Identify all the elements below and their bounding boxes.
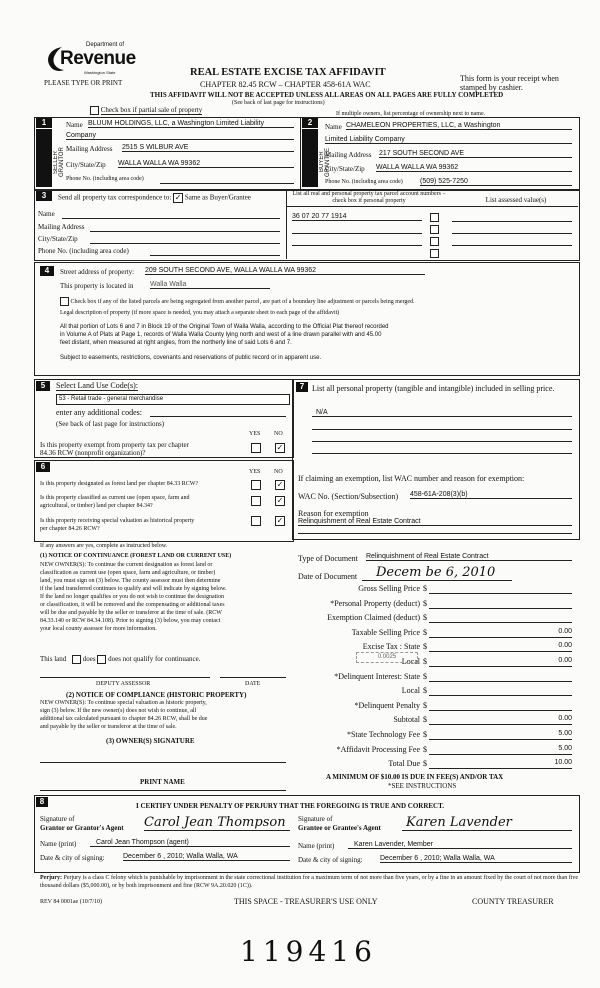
tax-row-dollar: $ [423, 700, 427, 710]
s3-city-field[interactable] [90, 243, 280, 244]
assessor-date-label: DATE [245, 681, 261, 687]
notice-2-line2: sign (3) below. If the new owner(s) does not wish to continue, all [40, 708, 197, 714]
continuance-row [40, 655, 200, 664]
tax-row-value[interactable] [429, 599, 572, 609]
buyer-vertical-band [302, 129, 318, 187]
logo-name: Revenue [60, 48, 136, 69]
seller-vertical-band [36, 129, 52, 187]
buyer-name[interactable]: CHAMELEON PROPERTIES, LLC, a Washington [346, 122, 572, 130]
s3-name-field[interactable] [62, 218, 280, 219]
partial-sale-row [90, 106, 202, 115]
buyer-phone-label: Phone No. (including area code) [325, 179, 403, 185]
tax-row [296, 730, 582, 742]
tax-row-dollar: $ [423, 759, 427, 769]
historic-q2: per chapter 84.26 RCW? [40, 526, 100, 532]
reason-label: Reason for exemption [298, 509, 369, 518]
seller-name-label: Name [66, 121, 83, 129]
notice-2-title: (2) NOTICE OF COMPLIANCE (HISTORIC PROPERTY) [66, 691, 247, 699]
parcel-header-rule [287, 206, 578, 207]
exempt-yes-checkbox[interactable] [251, 443, 261, 453]
historic-q1: Is this property receiving special valuation as historical property [40, 518, 195, 524]
perjury-text: Perjury is a class C felony which is punishable by imprisonment in the state correctional institution for a maximum term of not more than five years, or by a fine in an amount fixed by the court of not more than five thousand dollars ($5,000.00), or by both imprisonment and fine (RCW 9A.20.020 (1C)). [40, 875, 579, 889]
tax-row-dollar: $ [423, 715, 427, 725]
tax-row [296, 613, 582, 625]
doc-date-value[interactable]: Decem be 6, 2010 [362, 565, 512, 581]
section-3-number: 3 [36, 191, 52, 201]
additional-codes-label: enter any additional codes: [56, 408, 142, 417]
tax-row [296, 759, 582, 771]
land-use-select[interactable]: 53 - Retail trade - general merchandise [56, 394, 290, 405]
does-checkbox[interactable] [72, 655, 81, 664]
tax-row [296, 715, 582, 727]
grantor-sig-label1: Signature of [40, 815, 75, 823]
seller-mailing-label: Mailing Address [66, 145, 113, 153]
grantee-date-label: Date & city of signing: [298, 856, 363, 864]
buyer-phone[interactable]: (509) 525-7250 [420, 178, 572, 186]
buyer-mailing-label: Mailing Address [325, 151, 372, 159]
perjury-bold: Perjury: [40, 875, 62, 881]
tax-row-value[interactable]: 0.00 [429, 715, 572, 725]
minimum-due: A MINIMUM OF $10.00 IS DUE IN FEE(S) AND/OR TAX [326, 773, 504, 781]
tax-row-dollar: $ [423, 671, 427, 681]
grantee-sig-label2: Grantee or Grantee's Agent [298, 824, 381, 832]
section-8-number: 8 [36, 797, 48, 807]
grantor-sig-label2: Grantor or Grantor's Agent [40, 824, 124, 832]
tax-row-label: *Delinquent Penalty [354, 700, 420, 710]
logo-dept: Department of [86, 42, 125, 48]
grantee-sig-label1: Signature of [298, 815, 333, 823]
located-county[interactable]: Walla Walla [150, 281, 270, 289]
legal-line-3[interactable]: feet distant, when measured at right angles, from the northerly line of said Lots 6 and 7. [60, 340, 292, 346]
grantor-name[interactable]: Carol Jean Thompson (agent) [90, 839, 290, 847]
tax-row-value[interactable]: 0.00 [429, 628, 572, 638]
tax-row-label: Local [401, 686, 420, 696]
dor-logo [44, 40, 134, 78]
doc-date-label: Date of Document [298, 572, 358, 581]
buyer-city[interactable]: WALLA WALLA WA 99362 [376, 164, 572, 172]
tax-row [296, 672, 582, 684]
forest-yes-checkbox[interactable] [251, 480, 261, 490]
section-4-number: 4 [40, 266, 54, 276]
tax-row-label: Excise Tax : State [362, 642, 420, 652]
seller-phone-label: Phone No. (including area code) [66, 176, 144, 182]
subject-to: Subject to easements, restrictions, covenants and reservations of public record or in apparent use. [60, 355, 322, 361]
forest-no-checkbox[interactable]: ✓ [276, 480, 284, 489]
doc-type-label: Type of Document [298, 554, 358, 563]
section-5-number: 5 [36, 381, 50, 391]
notice-1-line2: classification as current use (open space, farm and agriculture, or timber) [40, 570, 216, 576]
does-not-checkbox[interactable] [97, 655, 106, 664]
notice-1-line8: 84.33.140 or RCW 84.34.108). Prior to signing (3) below, you may contact [40, 618, 221, 624]
send-correspondence [58, 193, 251, 203]
assessor-date-line[interactable] [220, 677, 286, 678]
this-land-label: This land [40, 655, 67, 664]
tax-row-label: Subtotal [393, 715, 420, 725]
exemption-claim-label: If claiming an exemption, list WAC number and reason for exemption: [298, 474, 525, 483]
buyer-name-label: Name [325, 123, 342, 131]
s6-no-header: NO [274, 469, 283, 475]
tax-row-label: Local [401, 657, 420, 666]
section-6-number: 6 [36, 462, 50, 472]
tax-row-label: Gross Selling Price [358, 584, 420, 593]
tax-row-dollar: $ [423, 744, 427, 754]
historic-no-checkbox[interactable]: ✓ [276, 516, 284, 525]
tax-row-value[interactable] [429, 584, 572, 594]
tax-row [296, 686, 582, 698]
does-not-label: does not qualify for continuance. [108, 655, 201, 664]
legal-line-2[interactable]: in Volume A of Plats at Page 1, records of Walla Walla County lying north and west of a line drawn parallel with and 45.00 [60, 332, 382, 338]
wac-number[interactable]: 458-61A-208(3)(b) [410, 491, 572, 499]
notice-2-line1: NEW OWNER(S): To continue special valuation as historic property, [40, 700, 207, 706]
buyer-mailing[interactable]: 217 SOUTH SECOND AVE [379, 150, 572, 158]
parcel-3-personal-checkbox[interactable] [430, 237, 439, 246]
tax-row-value[interactable]: 0.00 [429, 642, 572, 652]
notice-1-line4: if the land transferred continues to qualify and will indicate by signing below. [40, 586, 227, 592]
tax-row-dollar: $ [423, 584, 427, 593]
seller-city-label: City/State/Zip [66, 161, 106, 169]
tax-row-value[interactable] [429, 701, 572, 711]
section-3-divider [286, 189, 287, 259]
buyer-name-2[interactable]: Limited Liability Company [325, 136, 572, 144]
exempt-no-checkbox[interactable]: ✓ [276, 443, 284, 452]
grantee-name-label: Name (print) [298, 842, 335, 850]
assessed-value-2[interactable] [452, 233, 572, 234]
current-use-yes-checkbox[interactable] [251, 496, 261, 506]
tax-row-label: Total Due [388, 759, 420, 769]
seller-name-2[interactable]: Company [66, 132, 294, 140]
historic-yes-checkbox[interactable] [251, 516, 261, 526]
assessed-value-3[interactable] [452, 245, 572, 246]
please-type: PLEASE TYPE OR PRINT [44, 79, 123, 87]
s3-name-label: Name [38, 210, 55, 218]
located-label: This property is located in [60, 282, 134, 290]
stamp-number: 119416 [240, 935, 377, 968]
tax-row [296, 599, 582, 611]
legal-label: Legal description of property (if more space is needed, you may attach a separate sheet to each page of the affidavit) [60, 310, 340, 316]
exempt-q-line2: 84.36 RCW (nonprofit organization)? [40, 449, 146, 457]
tax-row [296, 745, 582, 757]
assessed-value-1[interactable] [452, 221, 572, 222]
assessed-header: List assessed value(s) [485, 196, 547, 204]
print-name-label: PRINT NAME [140, 778, 185, 786]
logo-state: Washington State [84, 70, 116, 75]
street-label: Street address of property: [60, 268, 135, 276]
exempt-q-line1: Is this property exempt from property tax per chapter [40, 441, 189, 449]
same-as-buyer-checkbox[interactable]: ✓ [174, 193, 182, 202]
parcel-4-personal-checkbox[interactable] [430, 249, 439, 258]
notice-1-line7: will be due and payable by the seller or transferor at the time of sale. (RCW [40, 610, 222, 616]
does-label: does [82, 655, 96, 664]
tax-row [296, 642, 582, 654]
tax-row-dollar: $ [423, 642, 427, 652]
grantor-date-label: Date & city of signing: [40, 854, 105, 862]
tax-row-value[interactable]: 5.00 [429, 745, 572, 755]
wac-label: WAC No. (Section/Subsection) [298, 492, 399, 501]
personal-property-label: List all personal property (tangible and intangible) included in selling price. [312, 384, 555, 393]
county-treasurer: COUNTY TREASURER [472, 897, 554, 906]
parcel-2-personal-checkbox[interactable] [430, 225, 439, 234]
tax-row-label: *State Technology Fee [346, 730, 420, 739]
same-as-buyer-label: Same as Buyer/Grantee [184, 193, 251, 202]
section-2-number: 2 [302, 118, 318, 128]
street-address[interactable]: 209 SOUTH SECOND AVE, WALLA WALLA WA 99362 [145, 267, 425, 275]
s3-phone-label: Phone No. (including area code) [38, 247, 129, 255]
notice-1-line3: land, you must sign on (3) below. The county assessor must then determine [40, 578, 221, 584]
segregated-row [60, 297, 572, 306]
s3-city-label: City/State/Zip [38, 235, 78, 243]
parcel-number-1[interactable]: 36 07 20 77 1914 [292, 213, 422, 221]
parcel-header: List all real and personal property tax parcel account numbers – check box if personal property [292, 191, 446, 204]
treasurer-space: THIS SPACE - TREASURER'S USE ONLY [234, 897, 378, 906]
multiple-owners-note: If multiple owners, list percentage of ownership next to name. [336, 111, 486, 117]
tax-row-dollar: $ [423, 730, 427, 739]
s3-mailing-label: Mailing Address [38, 223, 85, 231]
seller-phone[interactable] [160, 175, 294, 184]
segregated-label: Check box if any of the listed parcels are being segregated from another parcel, are part of a boundary line adjustment or parcels being merged. [70, 298, 415, 305]
notice-2-line3: additional tax calculated pursuant to chapter 84.26 RCW, shall be due [40, 716, 208, 722]
buyer-city-label: City/State/Zip [325, 165, 365, 173]
notice-1-line5: If the land no longer qualifies or you do not wish to continue the designation [40, 594, 224, 600]
parcel-1-personal-checkbox[interactable] [430, 213, 439, 222]
tax-row-dollar: $ [423, 686, 427, 696]
forest-q: Is this property designated as forest land per chapter 84.33 RCW? [40, 481, 199, 487]
tax-row-dollar: $ [423, 657, 427, 666]
partial-sale-checkbox[interactable] [90, 106, 99, 115]
legal-line-1[interactable]: All that portion of Lots 6 and 7 in Block 19 of the Original Town of Walla Walla, according to the Official Plat thereof recorded [60, 324, 389, 330]
deputy-assessor-line[interactable] [40, 677, 210, 678]
land-use-see-back: (See back of last page for instructions) [56, 420, 165, 428]
grantor-date[interactable]: December 6 , 2010; Walla Walla, WA [123, 853, 290, 861]
grantor-signature[interactable]: Carol Jean Thompson [144, 815, 290, 831]
reason-value[interactable]: Relinquishment of Real Estate Contract [298, 518, 572, 526]
local-rate-box: 0.0025 [356, 652, 418, 663]
tax-row [296, 584, 582, 596]
tax-row-dollar: $ [423, 598, 427, 608]
additional-codes-field[interactable] [150, 416, 286, 417]
if-any-yes: If any answers are yes, complete as instructed below. [40, 543, 168, 549]
deputy-assessor-label: DEPUTY ASSESSOR [96, 681, 151, 687]
seller-vertical-label: SELLER GRANTOR [53, 147, 65, 177]
certify-statement: I CERTIFY UNDER PENALTY OF PERJURY THAT THE FOREGOING IS TRUE AND CORRECT. [136, 802, 445, 810]
tax-row-value[interactable] [429, 686, 572, 696]
personal-property-line-4[interactable] [312, 453, 572, 454]
tax-row-dollar: $ [423, 627, 427, 637]
tax-row-label: Exemption Claimed (deduct) [327, 613, 420, 623]
seller-mailing[interactable]: 2515 S WILBUR AVE [122, 144, 294, 152]
personal-property-line-2[interactable] [312, 429, 572, 430]
grantee-name[interactable]: Karen Lavender, Member [348, 841, 572, 849]
tax-row-value[interactable]: 5.00 [429, 730, 572, 740]
parcel-number-2[interactable] [292, 233, 422, 234]
tax-row-label: *Personal Property (deduct) [330, 598, 420, 608]
notice-1-line9: your local county assessor for more information. [40, 626, 157, 632]
tax-row-value[interactable] [429, 672, 572, 682]
notice-2-line4: and payable by the seller or transferor at the time of sale. [40, 724, 177, 730]
notice-1-line1: NEW OWNER(S): To continue the current designation as forest land or [40, 562, 213, 568]
tax-row-label: *Affidavit Processing Fee [336, 744, 420, 754]
tax-row-label: Taxable Selling Price [351, 627, 420, 637]
s3-phone-field[interactable] [150, 255, 280, 256]
buyer-vertical-label: BUYER GRANTEE [319, 147, 331, 177]
see-instructions: *SEE INSTRUCTIONS [388, 782, 457, 790]
land-use-label: Select Land Use Code(s): [56, 381, 138, 390]
segregated-checkbox[interactable] [60, 297, 69, 306]
tax-row-value[interactable]: 0.00 [429, 657, 572, 667]
s5-no-header: NO [274, 431, 283, 437]
notice-1-title: (1) NOTICE OF CONTINUANCE (FOREST LAND OR CURRENT USE) [40, 553, 232, 559]
grantor-name-label: Name (print) [40, 840, 77, 848]
tax-row [296, 628, 582, 640]
receipt-note: This form is your receipt when stamped by cashier. [460, 74, 559, 92]
section-1-number: 1 [36, 118, 52, 128]
tax-row [296, 701, 582, 713]
partial-sale-label: Check box if partial sale of property [100, 106, 203, 115]
s5-yes-header: YES [249, 431, 261, 437]
section-7-number: 7 [296, 382, 308, 392]
personal-property-line-3[interactable] [312, 441, 572, 442]
grantee-date[interactable]: December 6 , 2010; Walla Walla, WA [380, 855, 572, 863]
form-title: REAL ESTATE EXCISE TAX AFFIDAVIT [190, 67, 386, 78]
tax-row-value[interactable] [429, 613, 572, 623]
current-use-no-checkbox[interactable]: ✓ [276, 496, 284, 505]
tax-row [296, 657, 582, 669]
doc-type-value[interactable]: Relinquishment of Real Estate Contract [366, 553, 572, 561]
seller-name[interactable]: BLUUM HOLDINGS, LLC, a Washington Limited Liability [88, 120, 294, 128]
send-correspondence-label: Send all property tax correspondence to: [58, 193, 172, 202]
tax-row-dollar: $ [423, 613, 427, 623]
owner-signature-line[interactable] [40, 762, 286, 763]
reason-line-2[interactable] [298, 533, 572, 534]
rev-number: REV 84 0001ae (10/7/10) [40, 899, 103, 905]
owner-signature-title: (3) OWNER(S) SIGNATURE [106, 737, 195, 745]
print-name-line[interactable] [40, 790, 286, 791]
grantee-signature[interactable]: Karen Lavender [402, 815, 572, 831]
section-divider-1-2 [300, 117, 301, 189]
notice-1-line6: or classification, it will be removed and the compensating or additional taxes [40, 602, 225, 608]
parcel-number-3[interactable] [292, 245, 422, 246]
s6-yes-header: YES [249, 469, 261, 475]
tax-row-value[interactable]: 10.00 [429, 759, 572, 769]
not-accepted-notice: THIS AFFIDAVIT WILL NOT BE ACCEPTED UNLESS ALL AREAS ON ALL PAGES ARE FULLY COMPLETED [150, 91, 504, 99]
current-use-q1: Is this property classified as current use (open space, farm and [40, 495, 190, 501]
current-use-q2: agricultural, or timber) land per chapter 84.34? [40, 503, 153, 509]
see-back-header: (See back of last page for instructions) [232, 100, 325, 106]
perjury-notice [40, 874, 580, 890]
s3-mailing-field[interactable] [90, 231, 280, 232]
personal-property-line-1[interactable]: N/A [312, 409, 572, 417]
form-chapter: CHAPTER 82.45 RCW – CHAPTER 458-61A WAC [200, 80, 371, 89]
seller-city[interactable]: WALLA WALLA WA 99362 [118, 160, 294, 168]
tax-row-label: *Delinquent Interest: State [334, 671, 420, 681]
